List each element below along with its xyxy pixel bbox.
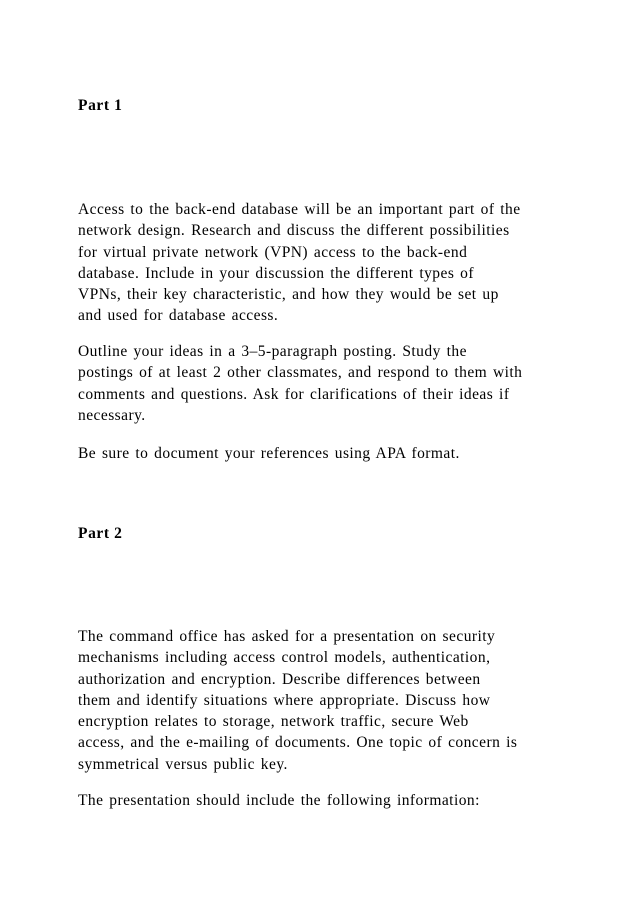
text-line: access, and the e-mailing of documents. One topic of concern is (78, 734, 518, 752)
text-line: database. Include in your discussion the different types of (78, 264, 474, 282)
text-line: Be sure to document your references using APA format. (78, 445, 460, 462)
text-line: Outline your ideas in a 3–5-paragraph posting. Study the (78, 343, 467, 360)
part-2-paragraph-1 (78, 626, 568, 775)
part-2-heading: Part 2 (78, 525, 123, 542)
text-line: encryption relates to storage, network traffic, secure Web (78, 713, 469, 731)
text-line: comments and questions. Ask for clarifications of their ideas if (78, 385, 510, 403)
part-1-heading: Part 1 (78, 97, 123, 114)
text-line: for virtual private network (VPN) access to the back-end (78, 243, 468, 261)
text-line: mechanisms including access control models, authentication, (78, 649, 491, 667)
part-1-paragraph-3 (78, 443, 568, 464)
text-line: network design. Research and discuss the different possibilities (78, 222, 510, 240)
part-1-paragraph-2 (78, 341, 568, 426)
text-line: VPNs, their key characteristic, and how they would be set up (78, 286, 499, 304)
text-line: symmetrical versus public key. (78, 755, 288, 773)
text-line: and used for database access. (78, 307, 279, 325)
text-line: postings of at least 2 other classmates, and respond to them with (78, 364, 523, 382)
text-line: them and identify situations where appropriate. Discuss how (78, 691, 491, 709)
text-line: authorization and encryption. Describe differences between (78, 670, 481, 688)
text-line: necessary. (78, 406, 146, 424)
part-1-paragraph-1 (78, 199, 568, 327)
part-2-paragraph-2 (78, 790, 568, 811)
text-line: The presentation should include the following information: (78, 792, 480, 809)
text-line: The command office has asked for a presentation on security (78, 628, 496, 645)
text-line: Access to the back-end database will be an important part of the (78, 201, 521, 218)
